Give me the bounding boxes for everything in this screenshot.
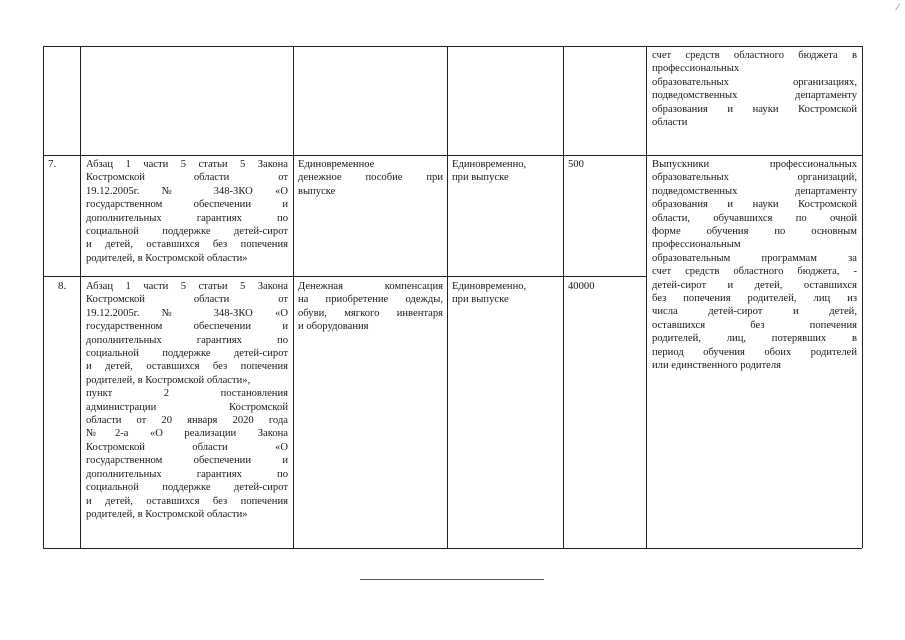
- row-7-law-cell: [86, 158, 288, 265]
- text-line: Костромской области от: [86, 172, 288, 184]
- row-7-number: 7.: [48, 158, 57, 170]
- text-line: без попечения родителей, лиц из: [652, 293, 857, 305]
- col-border-2: [293, 46, 294, 548]
- text-line: 19.12.2005г. № 348-ЗКО «О: [86, 307, 288, 319]
- text-line: Денежная компенсация: [298, 281, 443, 292]
- text-line: области, обучавшихся по очной: [652, 212, 857, 224]
- text-line: Абзац 1 части 5 статьи 5 Закона: [86, 281, 288, 292]
- row-8-top-border: [43, 276, 646, 277]
- text-line: профессиональным: [652, 239, 741, 251]
- row-7-benefit-cell: [298, 158, 443, 198]
- text-line: и оборудования: [298, 321, 369, 333]
- col-border-0: [43, 46, 44, 548]
- text-line: Единовременное: [298, 159, 375, 170]
- col-border-4: [563, 46, 564, 548]
- text-line: образовательных организациях,: [652, 76, 857, 88]
- text-line: администрации Костромской: [86, 401, 288, 413]
- text-line: при выпуске: [452, 172, 509, 184]
- text-line: образования и науки Костромской: [652, 103, 857, 115]
- text-line: образовательным программам за: [652, 252, 857, 264]
- col-border-6: [862, 46, 863, 548]
- text-line: счет средств областного бюджета, -: [652, 266, 857, 278]
- text-line: и детей, оставшихся без попечения: [86, 495, 288, 507]
- row-8-benefit-cell: [298, 280, 443, 334]
- text-line: дополнительных гарантиях по: [86, 334, 288, 346]
- recipients-merged-cell: [652, 158, 857, 373]
- text-line: детей-сирот и детей, оставшихся: [652, 279, 857, 291]
- corner-mark: ⁄: [897, 2, 899, 12]
- text-line: образования и науки Костромской: [652, 199, 857, 211]
- row-8-number: 8.: [58, 280, 67, 292]
- text-line: подведомственных департаменту: [652, 90, 857, 102]
- row-8-frequency-cell: [452, 280, 560, 307]
- text-line: образовательных организаций,: [652, 172, 857, 184]
- text-line: числа детей-сирот и детей,: [652, 306, 857, 318]
- text-line: или единственного родителя: [652, 360, 782, 372]
- text-line: родителей, лиц, потерявших в: [652, 333, 857, 345]
- text-line: на приобретение одежды,: [298, 294, 443, 306]
- text-line: Костромской области «О: [86, 441, 288, 453]
- text-line: форме обучения по основным: [652, 226, 857, 238]
- text-line: области: [652, 117, 688, 129]
- col-border-5: [646, 46, 647, 548]
- text-line: области от 20 января 2020 года: [86, 415, 288, 427]
- col-border-3: [447, 46, 448, 548]
- text-line: дополнительных гарантиях по: [86, 212, 288, 224]
- text-line: и детей, оставшихся без попечения: [86, 361, 288, 373]
- row-7-top-border: [43, 155, 862, 156]
- text-line: социальной поддержке детей-сирот: [86, 226, 288, 238]
- text-line: профессиональных: [652, 63, 740, 75]
- text-line: Единовременно,: [452, 159, 527, 170]
- row-7-frequency-cell: [452, 158, 560, 185]
- text-line: выпуске: [298, 185, 336, 197]
- text-line: Костромской области от: [86, 294, 288, 306]
- text-line: денежное пособие при: [298, 172, 443, 184]
- top-row-recipients-cell: [652, 49, 857, 129]
- text-line: социальной поддержке детей-сирот: [86, 348, 288, 360]
- text-line: при выпуске: [452, 294, 509, 306]
- row-7-amount: 500: [568, 159, 584, 170]
- text-line: №2-а «О реализации Закона: [86, 428, 288, 440]
- text-line: период обучения обоих родителей: [652, 346, 857, 358]
- text-line: Абзац 1 части 5 статьи 5 Закона: [86, 159, 288, 170]
- text-line: государственном обеспечении и: [86, 455, 288, 467]
- text-line: счет средств областного бюджета в: [652, 50, 857, 61]
- text-line: Единовременно,: [452, 281, 527, 292]
- text-line: государственном обеспечении и: [86, 199, 288, 211]
- text-line: подведомственных департаменту: [652, 185, 857, 197]
- text-line: 19.12.2005г. № 348-ЗКО «О: [86, 185, 288, 197]
- text-line: пункт 2 постановления: [86, 388, 288, 400]
- text-line: дополнительных гарантиях по: [86, 468, 288, 480]
- table-top-border: [43, 46, 862, 47]
- text-line: Выпускники профессиональных: [652, 159, 857, 170]
- footer-divider: [360, 579, 544, 580]
- text-line: социальной поддержке детей-сирот: [86, 482, 288, 494]
- text-line: родителей, в Костромской области»: [86, 252, 248, 264]
- row-8-law-cell: [86, 280, 288, 521]
- table-bottom-border: [43, 548, 862, 549]
- text-line: родителей, в Костромской области»,: [86, 374, 251, 386]
- text-line: оставшихся без попечения: [652, 319, 857, 331]
- row-8-amount: 40000: [568, 281, 595, 292]
- text-line: и детей, оставшихся без попечения: [86, 239, 288, 251]
- text-line: родителей, в Костромской области»: [86, 508, 248, 520]
- text-line: обуви, мягкого инвентаря: [298, 307, 443, 319]
- col-border-1: [80, 46, 81, 548]
- text-line: государственном обеспечении и: [86, 321, 288, 333]
